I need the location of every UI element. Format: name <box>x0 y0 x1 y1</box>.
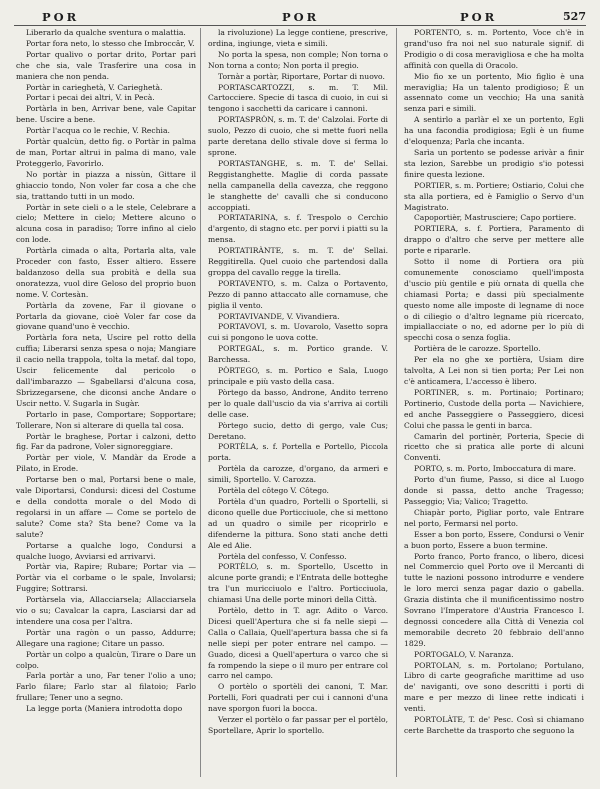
dictionary-entry: PORTOGALO, V. Naranza. <box>414 649 514 659</box>
dictionary-entry: Portèlo, detto in T. agr. Adito o Varco. Dicesi quell'Apertura che si fa nelle siepi — Calla o Callaia, Quell'apertura bassa che si fa nelle siepi per poter entrare nel campo. — Guado, dicesi a Quell'apertura o varco che si fa rompendo la siepe o il muro per entrare col carro nel campo. <box>208 606 388 681</box>
dictionary-entry: PORTOLÀTE, T. de' Pesc. Così si chiamano certe Barchette da trasporto che seguono la <box>404 715 584 735</box>
dictionary-entry: Portar qualivo o portar drito, Portar pari che che sia, vale Trasferire una cosa in maniera che non penda. <box>16 49 196 81</box>
dictionary-entry: La legge porta (Maniera introdotta dopo <box>26 704 183 714</box>
dictionary-entry: O portèlo o sportèli dei canoni, T. Mar. Portelli, Fori quadrati per cui i cannoni d'una nave sporgon fuori la bocca. <box>208 682 388 714</box>
dictionary-entry: PORTO, s. m. Porto, Imboccatura di mare. <box>414 464 576 474</box>
dictionary-entry: Esser a bon porto, Essere, Condursi o Venir a buon porto, Essere a buon termine. <box>404 529 584 550</box>
dictionary-entry: Portèla del confesso, V. Confesso. <box>218 551 347 561</box>
dictionary-entry: PORTAVIVANDE, V. Vivandiera. <box>218 311 340 321</box>
dictionary-entry: PORTASPRÒN, s. m. T. de' Calzolai. Forte di suolo, Pezzo di cuoio, che si mette fuori nella parte deretana dello stivale dove si ferma lo sprone. <box>208 115 388 157</box>
dictionary-entry: Portar i pecai dei altri, V. in Pecà. <box>26 93 155 103</box>
dictionary-entry: Verzer el portèlo o far passar per el portèlo, Sportellare, Aprir lo sportello. <box>208 715 388 735</box>
dictionary-entry: No portàr in piazza a nissùn, Gittare il ghiaccio tondo, Non voler far cosa a che che sia, trattando tutti in un modo. <box>16 169 196 201</box>
dictionary-entry: Portàrsela via, Allacciarsela; Allacciarsela vio o su; Cavalcar la capra, Lasciarsi dar ad intendere una cosa per l'altra. <box>16 595 196 626</box>
dictionary-entry: Portàrla in ben, Arrivar bene, vale Capitar bene. Uscire a bene. <box>16 104 196 125</box>
dictionary-entry: Portàrla fora neta, Uscire pel rotto della cuffia; Liberarsi senza spesa o noja; Mangiare il cacio nella trappola, tolta la metaf. dal topo, Uscir felicemente dal pericolo o dall'imbarazzo — Sgabellarsi d'alcuna cosa, Sbrizzegarsene, che diconsi anche Andare o Uscir netto. V. Sugarla in Sugàr. <box>16 333 196 408</box>
dictionary-entry: PORTAVENTO, s. m. Calza o Portavento, Pezzo di panno attaccato alle cornamuse, che piglia il vento. <box>208 278 388 310</box>
dictionary-entry: Portàr qualcùn, detto fig. o Portàr in palma de man, Portar altrui in palma di mano, vale Proteggerlo, Favorirlo. <box>16 137 196 168</box>
dictionary-entry: Porto franco, Porto franco, o libero, dicesi nel Commercio quel Porto ove il Mercanti di tutte le nazioni possono introdurre e vendere le loro merci senza pagar dazio o gabella. Grazia distinta che il munificentissimo nostro Sovrano l'Imperatore d'Austria Francesco I. degnossi concedere alla Città di Venezia col memorabile decreto 20 febbraio dell'anno 1829. <box>404 551 584 648</box>
dictionary-entry: Tornàr a portàr, Riportare, Portar di nuovo. <box>218 71 385 81</box>
dictionary-entry: Camarìn del portinèr, Porteria, Specie di ricetto che si pratica alle porte di alcuni Conventi. <box>404 431 584 463</box>
dictionary-entry: Portièra de le carozze. Sportello. <box>414 344 541 354</box>
dictionary-entry: Portar fora neto, lo stesso che Imbroccâr, V. <box>26 38 195 48</box>
dictionary-entry: PORTINER, s. m. Portinaio; Portinaro; Portinerio, Custode della porta — Navichiere, ed anche Passeggiere o Passeggiero, dicesi Colui che passa le genti in barca. <box>404 387 584 430</box>
dictionary-entry: PORTASCARTOZZI, s. m. T. Mil. Cartocciere. Specie di tasca di cuoio, in cui si tengono i sacchetti da caricare i cannoni. <box>208 82 388 114</box>
dictionary-entry: Portèla d'un quadro, Portelli o Sportelli, si dicono quelle due Porticciuole, che si mettono ad un quadro o simile per ricoprirlo e difenderne la pittura. Sono stati anche detti Ale ed Alie. <box>208 496 388 550</box>
dictionary-entry: Portàr per viole, V. Mandàr da Erode a Pilato, in Erode. <box>16 453 196 474</box>
dictionary-entry: Porto d'un fiume, Passo, si dice al Luogo donde si passa, detto anche Tragesso; Passeggio; Via; Valico; Tragetto. <box>404 475 584 506</box>
dictionary-entry: Mio fio xe un portento, Mio figlio è una meraviglia; Ha un talento prodigioso; È un assennato come un vecchio; Ha una sanità senza pari e simili. <box>404 71 584 114</box>
dictionary-entry: Portàrla da zovene, Far il giovane o Portarla da giovane, cioè Voler far cose da giovane quand'uno è vecchio. <box>16 300 196 332</box>
dictionary-entry: Capoportièr, Mastrusciere; Capo portiere. <box>414 213 577 223</box>
column-middle <box>208 28 388 780</box>
dictionary-entry: PORTATIRÀNTE, s. m. T. de' Sellai. Reggitirella. Quel cuoio che partendosi dalla groppa del cavallo regge la tirella. <box>208 246 388 277</box>
dictionary-entry: Farla portàr a uno, Far tener l'olio a uno; Farlo filare; Farlo star al filatoio; Farlo frullare; Tener uno a segno. <box>16 671 196 703</box>
header-rule <box>14 25 586 26</box>
dictionary-entry: Portarlo in pase, Comportare; Sopportare; Tollerare, Non si alterare di quella tal cosa. <box>16 409 196 430</box>
dictionary-entry: PORTÈLO, s. m. Sportello, Uscetto in alcune porte grandi; e l'Entrata delle botteghe tra l'un muricciuolo e l'altro. Porticciuola, chiamasi Una delle porte minori della Città. <box>208 562 388 605</box>
dictionary-entry: Portarse a qualche logo, Condursi a qualche luogo, Avviarsi ed arrivarvi. <box>16 540 196 561</box>
dictionary-entry: Pòrtego da basso, Androne, Andito terreno per lo quale dall'uscio da via s'arriva ai cortili delle case. <box>208 387 388 419</box>
dictionary-entry: Portàr un colpo a qualcùn, Tirare o Dare un colpo. <box>16 649 196 670</box>
page-number: 527 <box>563 10 586 23</box>
running-head-center: POR <box>282 10 320 24</box>
dictionary-entry: Portarse ben o mal, Portarsi bene o male, vale Diportarsi, Condursi: dicesi del Costume e della condotta morale o del Modo di regolarsi in un affare — Come se portelo de salute? Come sta? Sta bene? Come va la salute? <box>16 475 196 539</box>
dictionary-entry: Pòrtego sucio, detto di gergo, vale Cus; Deretano. <box>208 420 388 441</box>
column-divider <box>200 28 201 777</box>
dictionary-entry: PORTAVOVI, s. m. Uovarolo, Vasetto sopra cui si pongono le uova cotte. <box>208 322 388 343</box>
dictionary-entry: PORTASTANGHE, s. m. T. de' Sellai. Reggistanghette. Maglie di corda passate nella campanella della cavezza, che reggono le stanghette de' cavalli che si conducono accoppiati. <box>208 158 388 212</box>
dictionary-entry: A sentirlo a parlàr el xe un portento, Egli ha una facondia prodigiosa; Egli è un fiume d'eloquenza; Parla che incanta. <box>404 115 584 147</box>
dictionary-entry: Sarìa un portento se podesse arivàr a finir sta lezion, Sarebbe un prodigio s'io potessi finire questa lezione. <box>404 147 584 179</box>
dictionary-entry: Portèla da carozze, d'organo, da armeri e simili, Sportello. V. Carozza. <box>208 464 388 485</box>
column-left <box>16 28 196 780</box>
dictionary-entry: Per ela no ghe xe portièra, Usiam dire talvolta, A Lei non si tien porta; Per Lei non c'è anticamera, L'accesso è libero. <box>404 355 584 386</box>
dictionary-entry: la rivoluzione) La legge contiene, prescrive, ordina, ingiunge, vieta e simili. <box>208 28 388 48</box>
dictionary-entry: Portèla del côtego V. Côtego. <box>218 486 329 496</box>
dictionary-entry: PORTÈLA, s. f. Portella e Portello, Piccola porta. <box>208 442 388 463</box>
dictionary-entry: PÒRTEGO, s. m. Portico e Sala, Luogo principale e più vasto della casa. <box>208 366 388 386</box>
dictionary-entry: PORTIERA, s. f. Portiera, Paramento di drappo o d'altro che serve per mettere alle porte e ripararle. <box>404 224 584 256</box>
dictionary-entry: Portàr una ragòn o un passo, Addurre; Allegare una ragione; Citare un passo. <box>16 627 196 648</box>
dictionary-entry: Sotto il nome di Portiera ora più comunemente conosciamo quell'imposta d'uscio più gentile e più ornata di quella che chiamasi Porta; e dassi più specialmente questo nome alle imposte di legname di noce o di ciliegio o d'altro legname più ricercato, impiallacciate o no, ed adorne per lo più di specchi cosa o senza foglia. <box>404 257 584 343</box>
dictionary-entry: Chiapàr porto, Pigliar porto, vale Entrare nel porto, Fermarsi nel porto. <box>404 507 584 528</box>
dictionary-entry: Portàrla cimada o alta, Portarla alta, vale Proceder con fasto, Esser altiero. Essere baldanzoso della sua probità e della sua onoratezza, vuol dire Geloso del proprio buon nome. V. Cortesàn. <box>16 246 196 299</box>
dictionary-entry: Portàr le braghese, Portar i calzoni, detto fig. Far da padrone, Voler signoreggiare. <box>16 431 196 452</box>
column-divider <box>396 28 397 777</box>
column-right <box>404 28 584 780</box>
dictionary-entry: PORTOLAN, s. m. Portolano; Portulano, Libro di carte geografiche marittime ad uso de' naviganti, ove sono descritti i porti di mare e per mezzo di linee rette indicati i venti. <box>404 660 584 714</box>
dictionary-entry: Portàr via, Rapire; Rubare; Portar via — Portàr via el corbame o le spale, Involarsi; Fuggire; Sottrarsi. <box>16 562 196 594</box>
dictionary-entry: PORTENTO, s. m. Portento, Voce ch'è in grand'uso fra noi nel suo naturale signif. di Prodigio o di cosa meravigliosa e che ha molta affinità con quella di Oracolo. <box>404 28 584 70</box>
running-head-right: POR <box>460 10 498 24</box>
dictionary-entry: PORTATARINA, s. f. Trespolo o Cerchio d'argento, di stagno etc. per porvi i piatti su la mensa. <box>208 213 388 245</box>
dictionary-entry: No porta la spesa, non comple; Non torna o Non torna a conto; Non porta il pregio. <box>208 49 388 70</box>
dictionary-entry: Portàr l'acqua co le rechie, V. Rechia. <box>26 126 170 136</box>
dictionary-entry: Portàr in carieghetà, V. Carieghetà. <box>26 82 163 92</box>
dictionary-entry: Liberarlo da qualche sventura o malattia. <box>26 28 186 37</box>
running-head-left: POR <box>42 10 80 24</box>
dictionary-entry: PORTIER, s. m. Portiere; Ostiario, Colui che sta alla portiera, ed è Famiglio o Servo d'un Magistrato. <box>404 180 584 212</box>
dictionary-entry: PORTEGAL, s. m. Portico grande. V. Barchessa. <box>208 344 388 365</box>
dictionary-entry: Portàr in sete cieli o a le stele, Celebrare a cielo; Mettere in cielo; Mettere alcuno o alcuna cosa in paradiso; Torre infino al cielo con lode. <box>16 202 196 245</box>
